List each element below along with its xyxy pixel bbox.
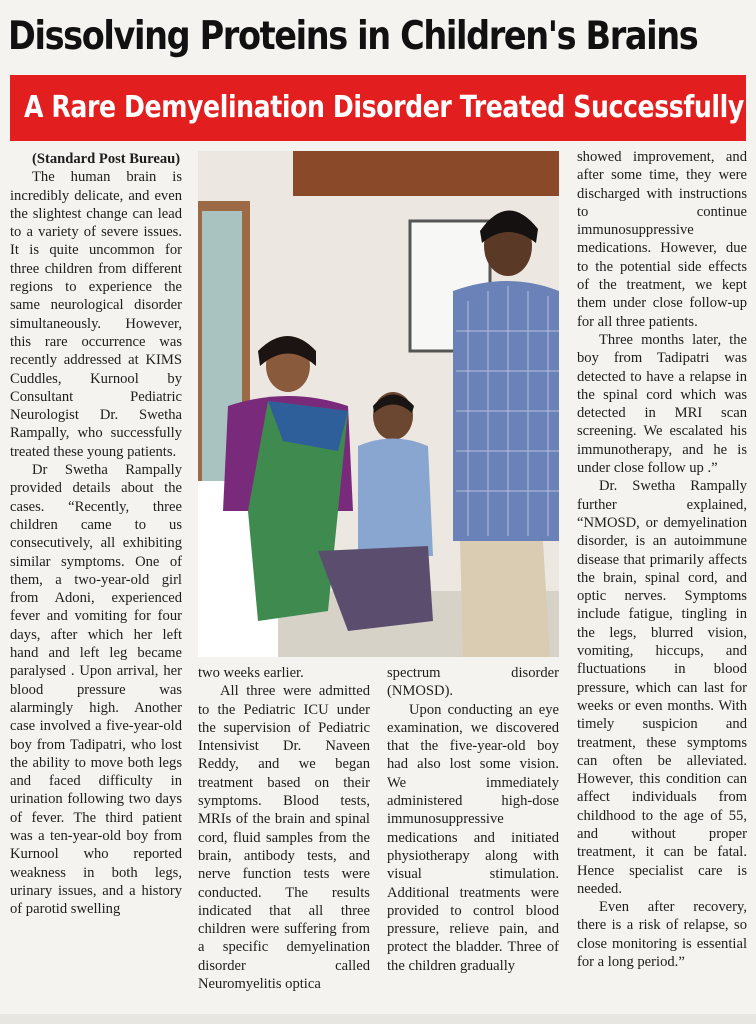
headline: Dissolving Proteins in Children's Brains <box>8 14 698 59</box>
paragraph: Dr. Swetha Rampally further explained, “NMOSD, or demyelination disorder, is an autoimmune disease that primarily affects the brain, spinal cord, and optic nerves. Symptoms include fatigue, tingling in the legs, blurred vision, vomiting, hiccups, and fluctuations in blood pressure, which can last for weeks or even months. With timely suspicion and treatment, these symptoms can often be alleviated. However, this condition can affect individuals from childhood to the age of 55, and without proper treatment, it can be fatal. Hence specialist care is needed. <box>577 478 747 897</box>
byline: (Standard Post Bureau) <box>32 151 181 167</box>
article-column-3 <box>387 664 559 1010</box>
paragraph: spectrum disorder (NMOSD). <box>387 665 559 700</box>
paragraph: Three months later, the boy from Tadipatri was detected to have a relapse in the spinal cord which was detected in MRI scan screening. We escalated his immunotherapy, and he is under close follow up .” <box>577 331 747 477</box>
article-column-2 <box>198 664 370 1010</box>
paragraph: showed improvement, and after some time, they were discharged with instructions to continue immunosuppressive medications. However, due to the potential side effects of the treatment, we kept them under close follow-up for all three patients. <box>577 149 747 330</box>
article-column-1 <box>10 150 182 1010</box>
article-column-4 <box>577 148 747 1010</box>
page-bottom-edge <box>0 1014 756 1024</box>
article-photo <box>198 151 559 657</box>
paragraph: Even after recovery, there is a risk of relapse, so close monitoring is essential for a long period.” <box>577 899 747 971</box>
paragraph: All three were admitted to the Pediatric ICU under the supervision of Pediatric Intensivist Dr. Naveen Reddy, and we began treatment based on their symptoms. Blood tests, MRIs of the brain and spinal cord, fluid samples from the brain, antibody tests, and nerve function tests were conducted. The results indicated that all three children were suffering from a specific demyelination disorder called Neuromyelitis optica <box>198 683 370 993</box>
subheadline: A Rare Demyelination Disorder Treated Successfully <box>24 90 744 125</box>
paragraph: two weeks earlier. <box>198 665 304 681</box>
paragraph: Upon conducting an eye examination, we discovered that the five-year-old boy had also lost some vision. We immediately administered high-dose immunosuppressive medications and initiated physiotherapy along with visual stimulation. Additional treatments were provided to control blood pressure, relieve pain, and protect the bladder. Three of the children gradually <box>387 701 559 974</box>
paragraph: Dr Swetha Rampally provided details about the cases. “Recently, three children came to us consecutively, all exhibiting similar symptoms. One of them, a two-year-old girl from Adoni, experienced fever and vomiting for four days, after which her left hand and left leg became paralysed . Upon arrival, her blood pressure was alarmingly high. Another case involved a five-year-old boy from Tadipatri, who lost the ability to move both legs and faced difficulty in urination following two days of fever. The third patient was a ten-year-old boy from Kurnool who reported weakness in both legs, urinary issues, and a history of parotid swelling <box>10 462 182 918</box>
subheadline-banner <box>10 75 746 141</box>
paragraph: The human brain is incredibly delicate, and even the slightest change can lead to a variety of severe issues. It is quite uncommon for three children from different regions to experience the same neurological disorder simultaneously. However, this rare occurrence was recently addressed at KIMS Cuddles, Kurnool by Consultant Pediatric Neurologist Dr. Swetha Rampally, who successfully treated these young patients. <box>10 169 182 460</box>
